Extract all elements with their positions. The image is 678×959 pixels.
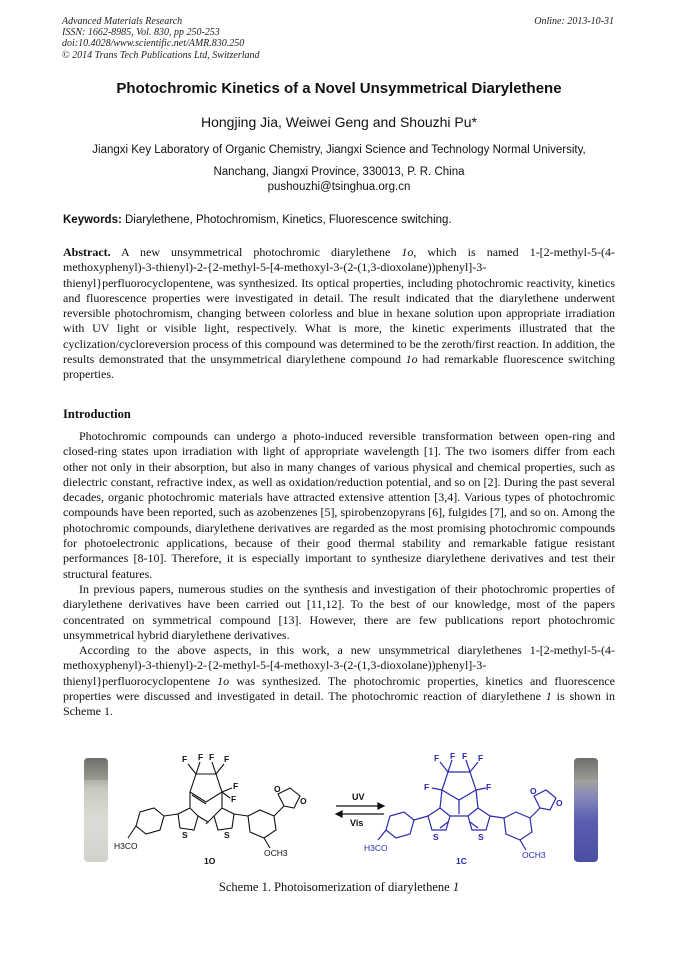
- f-label: F: [486, 782, 492, 792]
- f-label: F: [209, 752, 215, 762]
- introduction-heading: Introduction: [63, 407, 131, 421]
- author-list: Hongjing Jia, Weiwei Geng and Shouzhi Pu*: [200, 114, 478, 130]
- f-label: F: [434, 753, 440, 763]
- o-label: O: [556, 798, 563, 808]
- journal-issn: ISSN: 1662-8985, Vol. 830, pp 250-253: [62, 27, 220, 39]
- reaction-arrows: [336, 803, 384, 817]
- f-label: F: [198, 752, 204, 762]
- f-label: F: [233, 781, 239, 791]
- journal-copyright: © 2014 Trans Tech Publications Ltd, Switzerland: [62, 49, 260, 61]
- och3-right-label: OCH3: [522, 850, 546, 860]
- keywords-label: Keywords:: [63, 214, 122, 226]
- open-isomer-structure: [128, 762, 300, 848]
- f-label: F: [462, 752, 468, 761]
- abstract-text-1: A new unsymmetrical photochromic diarylethene: [110, 245, 402, 259]
- scheme-caption: [0, 880, 678, 895]
- label-open-isomer: 1O: [204, 856, 216, 866]
- uv-label: UV: [352, 792, 365, 802]
- intro-p3-text-c: is shown in Scheme 1.: [63, 689, 615, 719]
- intro-paragraph-3: [63, 643, 615, 719]
- keywords-text: Diarylethene, Photochromism, Kinetics, Fluorescence switching.: [125, 214, 452, 226]
- och3-left-label: H3CO: [114, 841, 138, 851]
- affiliation-line-1: Jiangxi Key Laboratory of Organic Chemistry, Jiangxi Science and Technology Normal University,: [92, 144, 586, 156]
- o-label: O: [300, 796, 307, 806]
- och3-left-label: H3CO: [364, 843, 388, 853]
- f-label: F: [450, 752, 456, 761]
- abstract-text-2: , which is named 1-[2-methyl-5-(4-methoxyphenyl)-3-thienyl)-2-{2-methyl-5-[4-methoxyl-3-(2-(1,3-dioxolane))phenyl]-3-thienyl}perfluorocyclopentene, was synthesized. Its optical properties, including photochromic reactivity, kinetics and fluorescence properties were investigated in detail. The result indicated that the diarylethene underwent reversible photochromism, changing between colorless and blue in hexane solution upon appropriate irradiation with UV light or visible light, respectively. What is more, the kinetic experiments illustrated that the cyclization/cycloreversion process of this compound was determined to be the zeroth/first reaction. In addition, the results demonstrated that the unsymmetrical diarylethene compound: [63, 245, 615, 367]
- abstract-text-3: had remarkable fluorescence switching properties.: [63, 352, 615, 382]
- s-label: S: [224, 830, 230, 840]
- s-label: S: [182, 830, 188, 840]
- s-label: S: [433, 832, 439, 842]
- caption-compound: 1: [452, 880, 460, 894]
- o-label: O: [530, 786, 537, 796]
- abstract-label: Abstract.: [63, 245, 111, 259]
- paper-title: Photochromic Kinetics of a Novel Unsymmetrical Diarylethene: [116, 80, 562, 97]
- abstract-compound-2: 1o: [405, 352, 418, 367]
- affiliation: [40, 139, 638, 183]
- f-label: F: [182, 754, 188, 764]
- author-email: pushouzhi@tsinghua.org.cn: [267, 181, 411, 193]
- intro-p3-text-b: was synthesized. The photochromic properties, kinetics and fluorescence properties were discussed and investigated in detail. The photochromic reaction of diarylethene: [63, 673, 616, 704]
- o-label: O: [274, 784, 281, 794]
- closed-isomer-structure: [378, 760, 556, 850]
- intro-paragraph-2: In previous papers, numerous studies on the synthesis and investigation of their photochromic properties of diarylethene derivatives have been carried out [11,12]. To the best of our knowledge, most of the papers concentrated on symmetrical compound [13]. However, there are few publications report photochromic unsymmetrical hybrid diarylethene derivatives.: [63, 581, 615, 642]
- keywords: [63, 214, 618, 226]
- online-date: Online: 2013-10-31: [534, 16, 614, 27]
- scheme-figure: [78, 752, 618, 872]
- abstract: [63, 245, 615, 383]
- och3-right-label: OCH3: [264, 848, 288, 858]
- closed-isomer-labels: [364, 752, 563, 866]
- abstract-compound: 1o: [401, 245, 414, 259]
- f-label: F: [224, 754, 230, 764]
- introduction-body: [63, 429, 615, 720]
- f-label: F: [478, 753, 484, 763]
- journal-doi: doi:10.4028/www.scientific.net/AMR.830.250: [62, 38, 245, 50]
- intro-p3-compound: 1o: [217, 673, 230, 688]
- f-label: F: [424, 782, 430, 792]
- label-closed-isomer: 1C: [456, 856, 467, 866]
- open-isomer-labels: [114, 752, 307, 866]
- scheme-structures: [78, 752, 618, 872]
- journal-header: [62, 16, 260, 61]
- caption-text: Scheme 1. Photoisomerization of diarylethene: [218, 880, 453, 894]
- intro-p3-compound-2: 1: [545, 689, 552, 704]
- affiliation-line-2: Nanchang, Jiangxi Province, 330013, P. R. China: [213, 166, 465, 178]
- intro-p3-text-a: According to the above aspects, in this work, a new unsymmetrical diarylethenes 1-[2-methyl-5-(4-methoxyphenyl)-3-thienyl)-2-{2-methyl-5-[4-methoxyl-3-(2-(1,3-dioxolane))phenyl]-3-thienyl}perfluorocyclopentene: [63, 643, 615, 688]
- f-label: F: [231, 794, 237, 804]
- s-label: S: [478, 832, 484, 842]
- intro-paragraph-1: Photochromic compounds can undergo a photo-induced reversible transformation between open-ring and closed-ring states upon irradiation with light of appropriate wavelength [1]. The two isomers differ from each other not only in their absorption, but also in many changes of various physical and chemical properties, such as dielectric constant, refractive index, as well as oxidation/reduction potential, and so on [2]. During the past several decades, organic photochromic materials have attracted extensive attention [3,4]. Various types of photochromic compounds have been reported, such as azobenzenes [5], spirobenzopyrans [6], fulgides [7], and so on. Among the photochromic compounds, diarylethene derivatives are regarded as the most promising photochromic compounds for photoelectronic applications, because of their good thermal stability and remarkable fatigue resistant performances [8-10]. Therefore, it is especially important to synthesize diarylethene derivatives and test their structural features.: [63, 429, 615, 581]
- vis-label: Vis: [350, 818, 364, 828]
- journal-name: Advanced Materials Research: [62, 16, 183, 27]
